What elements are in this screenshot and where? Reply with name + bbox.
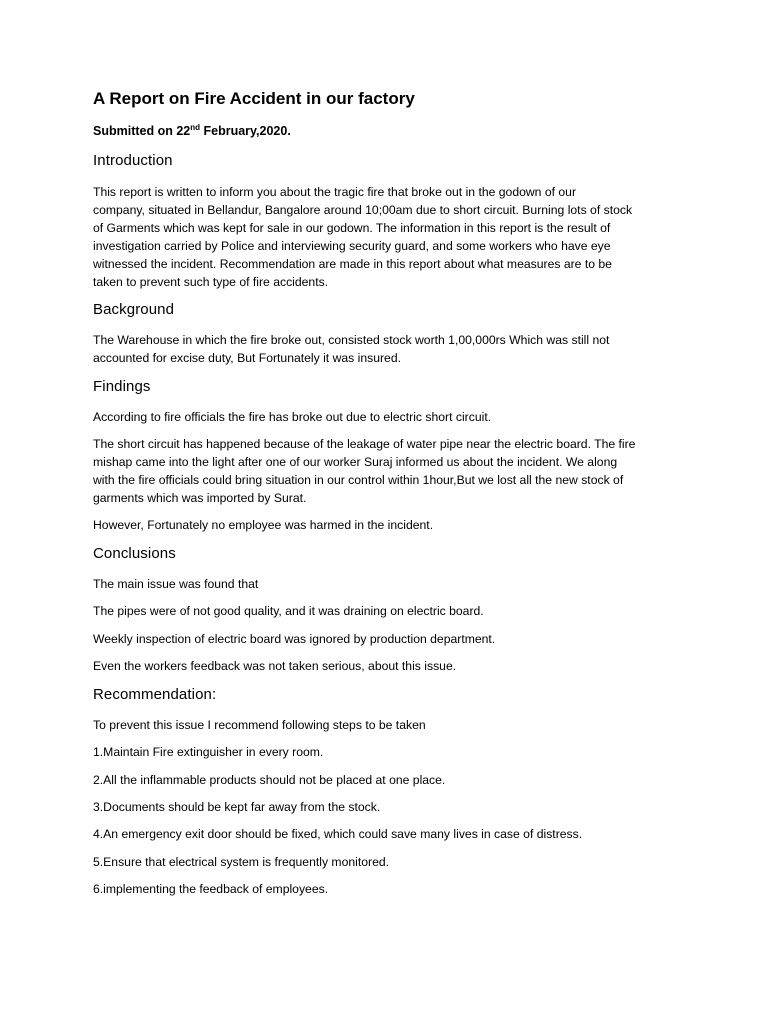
submitted-superscript: nd <box>190 123 201 132</box>
submitted-prefix: Submitted on 22 <box>93 124 191 138</box>
text-line: The pipes were of not good quality, and it was draining on electric board. <box>93 604 484 618</box>
text-line: The Warehouse in which the fire broke out, consisted stock worth 1,00,000rs Which was still not <box>93 333 610 347</box>
background-paragraph <box>93 331 683 367</box>
text-line: mishap came into the light after one of our worker Suraj informed us about the incident. We along <box>93 455 618 469</box>
conclusions-paragraph <box>93 630 683 648</box>
text-line: accounted for excise duty, But Fortunately it was insured. <box>93 351 402 365</box>
submitted-suffix: February,2020. <box>200 124 291 138</box>
conclusions-paragraph <box>93 657 683 675</box>
findings-paragraph <box>93 408 683 426</box>
findings-paragraph <box>93 516 683 534</box>
recommendation-item <box>93 825 683 843</box>
text-line: To prevent this issue I recommend following steps to be taken <box>93 718 426 732</box>
submitted-date <box>93 124 291 138</box>
report-title: A Report on Fire Accident in our factory <box>93 89 415 108</box>
recommendation-item <box>93 853 683 871</box>
text-line: witnessed the incident. Recommendation are made in this report about what measures are to be <box>93 257 612 271</box>
conclusions-paragraph <box>93 602 683 620</box>
findings-paragraph <box>93 435 683 507</box>
text-line: with the fire officials could bring situation in our control within 1hour,But we lost all the new stock of <box>93 473 624 487</box>
text-line: This report is written to inform you about the tragic fire that broke out in the godown of our <box>93 185 577 199</box>
text-line: 5.Ensure that electrical system is frequently monitored. <box>93 855 390 869</box>
text-line: 3.Documents should be kept far away from the stock. <box>93 800 381 814</box>
text-line: Even the workers feedback was not taken serious, about this issue. <box>93 659 457 673</box>
text-line: 6.implementing the feedback of employees. <box>93 882 329 896</box>
recommendation-paragraph <box>93 716 683 734</box>
recommendation-item <box>93 771 683 789</box>
heading-conclusions: Conclusions <box>93 545 176 562</box>
text-line: 4.An emergency exit door should be fixed, which could save many lives in case of distress. <box>93 827 583 841</box>
text-line: garments which was imported by Surat. <box>93 491 307 505</box>
heading-introduction: Introduction <box>93 152 173 169</box>
heading-background: Background <box>93 301 175 318</box>
conclusions-paragraph <box>93 575 683 593</box>
recommendation-item <box>93 798 683 816</box>
text-line: The main issue was found that <box>93 577 259 591</box>
text-line: taken to prevent such type of fire accidents. <box>93 275 329 289</box>
text-line: 1.Maintain Fire extinguisher in every room. <box>93 745 324 759</box>
text-line: The short circuit has happened because of the leakage of water pipe near the electric board. The fire <box>93 437 636 451</box>
text-line: of Garments which was kept for sale in our godown. The information in this report is the result of <box>93 221 611 235</box>
recommendation-item <box>93 743 683 761</box>
introduction-paragraph <box>93 183 683 291</box>
text-line: company, situated in Bellandur, Bangalore around 10;00am due to short circuit. Burning lots of stock <box>93 203 633 217</box>
heading-findings: Findings <box>93 378 151 395</box>
text-line: However, Fortunately no employee was harmed in the incident. <box>93 518 434 532</box>
text-line: According to fire officials the fire has broke out due to electric short circuit. <box>93 410 492 424</box>
text-line: 2.All the inflammable products should not be placed at one place. <box>93 773 446 787</box>
text-line: Weekly inspection of electric board was ignored by production department. <box>93 632 496 646</box>
heading-recommendation: Recommendation: <box>93 686 217 703</box>
recommendation-item <box>93 880 683 898</box>
text-line: investigation carried by Police and interviewing security guard, and some workers who have eye <box>93 239 611 253</box>
